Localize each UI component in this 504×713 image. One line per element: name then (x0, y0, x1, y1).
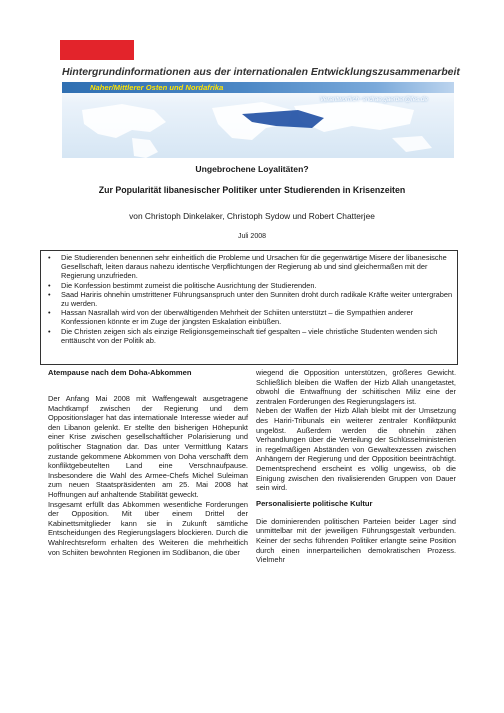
left-column (48, 368, 248, 557)
summary-item: • Die Konfession bestimmt zumeist die politische Ausrichtung der Studierenden. (47, 281, 453, 290)
summary-item: • Die Studierenden benennen sehr einheitlich die Probleme und Ursachen für die gegenwärtige Misere der libanesische Gesellschaft, leiten daraus nahezu identische Verpflichtungen der Regierung ab und sind gleichermaßen mit der Regierung unzufrieden. (47, 253, 453, 281)
right-column (256, 368, 456, 565)
summary-list (47, 253, 453, 345)
paragraph: Insgesamt erfüllt das Abkommen wesentliche Forderungen der Opposition. Mit über einem Drittel der Kabinettsmitglieder kann sie in Zukunft sämtliche Entscheidungen des Regierungslagers blockieren. Durch die Wahlrechtsreform erhalten des Weiteren die mehrheitlich von Schiiten bewohnten Regionen im Südlibanon, die über (48, 499, 248, 557)
summary-item: • Die Christen zeigen sich als einzige Religionsgemeinschaft tief gespalten – viele christliche Studenten wenden sich enttäuscht von der Politik ab. (47, 327, 453, 345)
responsible-contact: Verantwortlich: andrae.gaerber@fes.de (320, 96, 428, 103)
series-title: Hintergrundinformationen aus der internationalen Entwicklungszusammenarbeit (62, 67, 460, 78)
section-heading-kultur: Personalisierte politische Kultur (256, 498, 373, 508)
paragraph: Die dominierenden politischen Parteien beider Lager sind unmittelbar mit der jeweiligen Führungsgestalt verbunden. Keiner der sechs führenden Politiker erlangte seine Position durch einen innerparteilichen demokratischen Prozess. Vielmehr (256, 516, 456, 565)
section-heading-doha: Atempause nach dem Doha-Abkommen (48, 368, 192, 377)
region-label: Naher/Mittlerer Osten und Nordafrika (90, 83, 224, 92)
summary-box (40, 250, 458, 365)
summary-item: • Saad Hariris ohnehin umstrittener Führungsanspruch unter den Sunniten droht durch radikale Kräfte weiter untergraben zu werden. (47, 290, 453, 308)
red-logo-bar (60, 40, 134, 60)
paragraph: Der Anfang Mai 2008 mit Waffengewalt ausgetragene Machtkampf zwischen der Regierung und dem Oppositionslager hat das internationale Interesse wieder auf den Libanon gelenkt. Er stellte den bisherigen Höhepunkt einer Krise zwischen gesellschaftlicher Polarisierung und politischer Stagnation dar. Das unter Vermittlung Katars zustande gekommene Abkommen von Doha verschafft dem konfliktgebeutelten Land eine Verschnaufpause. Insbesondere die Wahl des Armee-Chefs Michel Suleiman zum neuen Staatspräsidenten am 25. Mai 2008 hat Hoffnungen auf anhaltende Stabilität geweckt. (48, 394, 248, 499)
paragraph: wiegend die Opposition unterstützen, größeres Gewicht. Schließlich bleiben die Waffen der Hizb Allah unangetastet, obwohl die Entwaffnung der schiitischen Miliz eine der zentralen Forderungen des Regierungslagers ist. (256, 368, 456, 406)
article-authors: von Christoph Dinkelaker, Christoph Sydow und Robert Chatterjee (129, 211, 375, 221)
article-subtitle: Zur Popularität libanesischer Politiker unter Studierenden in Krisenzeiten (98, 185, 406, 195)
summary-item: • Hassan Nasrallah wird von der überwältigenden Mehrheit der Schiiten unterstützt – die Sympathien anderer Konfessionen könnte er im Zuge der jüngsten Eskalation einbüßen. (47, 308, 453, 326)
article-date: Juli 2008 (237, 233, 267, 240)
article-title: Ungebrochene Loyalitäten? (195, 164, 309, 174)
paragraph: Neben der Waffen der Hizb Allah bleibt mit der Umsetzung des Hariri-Tribunals ein weiterer zentraler Konfliktpunkt ungelöst. Außerdem werden die ohnehin zähen Verhandlungen über die Verteilung der Schlüsselministerien in regelmäßigen Abständen von Gewaltexzessen zwischen Anhängern der Regierung und der Opposition beeinträchtigt. Dementsprechend erscheint es völlig ungewiss, ob die Einigung zwischen den rivalisierenden Gruppen von Dauer sein wird. (256, 406, 456, 493)
